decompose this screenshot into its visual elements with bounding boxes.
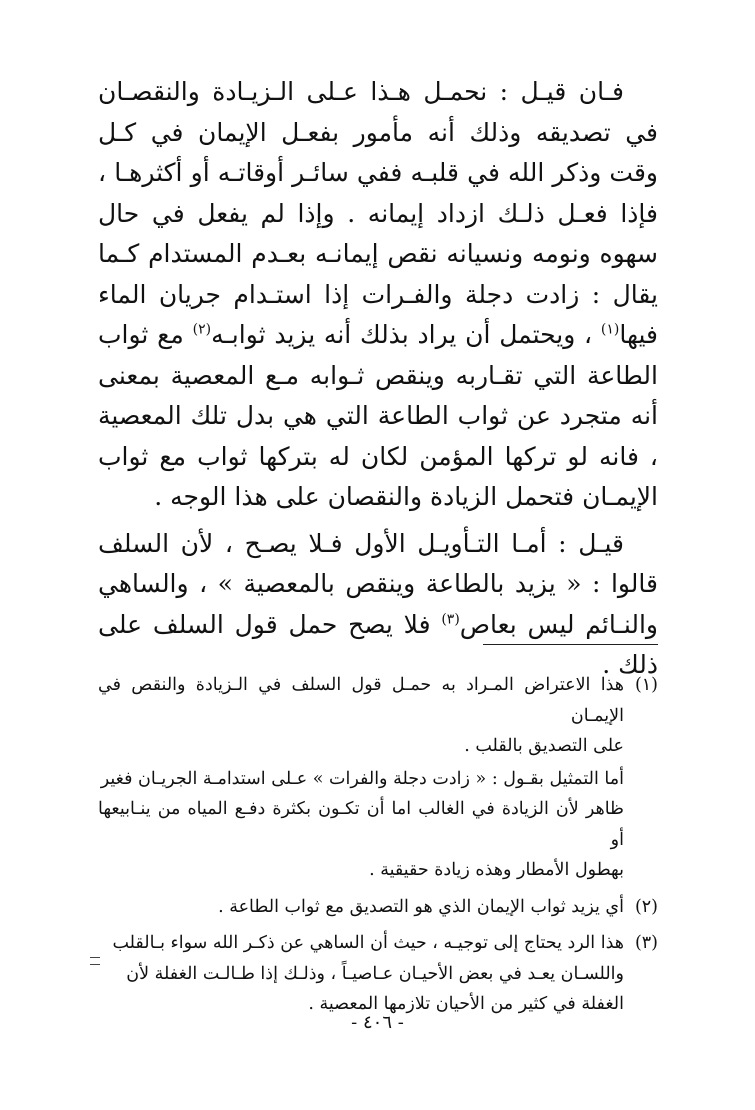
footnote-ref-1: (١) — [600, 321, 620, 338]
footnote-body — [98, 892, 624, 923]
paragraph-1-text-c: مع ثواب الطاعة التي تقـاربه وينقص ثـوابه مـع المعصية بمعنى أنه متجرد عن ثواب الطاعة التي هي بدل تلك المعصية ، فانه لو تركها المؤمن لكان له بتركها ثواب مع ثواب الإيمـان فتحمل الزيادة والنقصان على هذا الوجه . — [98, 320, 658, 511]
footnote-body — [98, 928, 624, 1020]
main-text — [98, 72, 658, 686]
footnotes — [98, 670, 658, 1026]
footnote-line: واللسـان يعـد في بعض الأحيـان عـاصيـاً ، وذلـك إذا طـالـت الغفلة لأن — [126, 963, 624, 984]
footnote-line: ظاهر لأن الزيادة في الغالب اما أن تكـون بكثرة دفـع المياه من ينـابيعها أو — [98, 799, 624, 850]
footnote-line: أي يزيد ثواب الإيمان الذي هو التصديق مع ثواب الطاعة . — [218, 896, 624, 917]
footnote-number: (١) — [634, 675, 658, 695]
footnote-1 — [98, 670, 658, 886]
margin-mark — [90, 957, 100, 965]
footnote-ref-2: (٢) — [192, 321, 212, 338]
footnote-line: الغفلة في كثير من الأحيان تلازمها المعصية . — [308, 994, 624, 1014]
footnote-number: (٣) — [634, 933, 658, 953]
paragraph-1-text-a: فـان قيـل : نحمـل هـذا عـلى الـزيـادة والنقصـان في تصديقه وذلك أنه مأمور بفعـل الإيمان في كـل وقت وذكر الله في قلبـه ففي سائـر أوقاتـه أو أكثرهـا ، فإذا فعـل ذلـك ازداد إيمانه . وإذا لم يفعل في حال سهوه ونومه ونسيانه نقص إيمانـه بعـدم المستدام كـما يقال : زادت دجلة والفـرات إذا استـدام جريان الماء فيها — [98, 77, 658, 349]
footnote-line: على التصديق بالقلب . — [464, 736, 624, 756]
paragraph-2-text-a: قيـل : أمـا التـأويـل الأول فـلا يصـح ، لأن السلف قالوا : « يزيد بالطاعة وينقص بالمعصية » ، والساهي والنـائم ليس بعاص — [98, 528, 658, 639]
footnote-separator-rule — [483, 644, 658, 645]
footnote-line: هذا الرد يحتاج إلى توجيـه ، حيث أن الساهي عن ذكـر الله سواء بـالقلب — [112, 933, 624, 953]
paragraph-1 — [98, 72, 658, 518]
footnote-3 — [98, 928, 658, 1020]
footnote-line: بهطول الأمطار وهذه زيادة حقيقية . — [369, 860, 624, 880]
paragraph-2-text-b: فلا يصح حمل قول السلف على ذلك . — [98, 609, 658, 679]
footnote-ref-3: (٣) — [441, 611, 460, 628]
footnote-body — [98, 670, 624, 886]
page-number: - ٤٠٦ - — [351, 1012, 404, 1033]
paragraph-2 — [98, 524, 658, 686]
paragraph-1-text-b: ، ويحتمل أن يراد بذلك أنه يزيد ثوابـه — [211, 320, 601, 349]
footnote-line: أما التمثيل بقـول : « زادت دجلة والفرات » عـلى استدامـة الجريـان فغير — [100, 768, 624, 789]
footnote-number: (٢) — [634, 896, 658, 917]
footnote-line: هذا الاعتراض المـراد به حمـل قول السلف في الـزيادة والنقص في الإيمـان — [98, 675, 624, 726]
footnote-2 — [98, 892, 658, 923]
